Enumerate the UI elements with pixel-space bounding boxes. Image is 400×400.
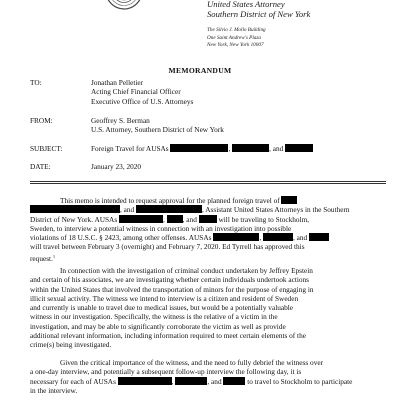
from-title: U.S. Attorney, Southern District of New York: [91, 125, 224, 135]
redaction-box: [30, 205, 120, 213]
to-name: Jonathan Pelletier: [91, 78, 144, 87]
header-divider: [30, 181, 386, 184]
p1-line-1: [30, 196, 392, 205]
office-line-1: United States Attorney: [207, 0, 285, 9]
p1-line-3: [30, 215, 392, 224]
letterhead-office: [207, 0, 310, 19]
redaction-box: [213, 233, 262, 243]
subject-text: Foreign Travel for AUSAs: [91, 144, 169, 153]
p1-text: District of New York. AUSAs: [30, 214, 118, 224]
p1-text: This memo is intended to request approval for the planned foreign travel of: [60, 196, 280, 205]
p1-text: violations of 18 U.S.C. § 2423, among other offenses. AUSAs: [30, 233, 212, 243]
redaction-box: [167, 215, 183, 223]
subject-comma: ,: [228, 144, 231, 153]
to-label: TO:: [30, 78, 42, 87]
p3-text: ,: [171, 376, 174, 386]
address-line-3: New York, New York 10007: [207, 42, 264, 49]
redaction-box: [170, 144, 231, 153]
p1-text: ,: [163, 214, 165, 224]
p2-line-4: illicit sexual activity. The witness we intend to interview is a citizen and resident of Sweden: [30, 293, 299, 303]
redaction-box: [118, 377, 172, 385]
p3-line-3: [30, 377, 392, 386]
redaction-box: [281, 196, 297, 204]
from-block: [91, 116, 224, 135]
paragraph-3: [30, 358, 392, 395]
p3-line-4: in the interview.: [30, 385, 78, 395]
letterhead-address: [207, 27, 266, 50]
p1-line-7: [30, 252, 392, 261]
p1-text: request.: [30, 253, 53, 263]
p2-line-7: investigation, and may be able to significantly corroborate the victim as well as provide: [30, 321, 286, 331]
to-block: [91, 78, 193, 106]
address-line-1: The Silvio J. Mollo Building: [207, 27, 266, 33]
from-label: FROM:: [30, 116, 53, 125]
p1-text: , Assistant United States Attorneys in the Southern: [202, 205, 350, 215]
memo-title: MEMORANDUM: [168, 66, 232, 75]
p1-line-5: [30, 233, 392, 242]
redaction-box: [136, 205, 202, 213]
p3-line-1: Given the critical importance of the witness, and the need to fully debrief the witness over: [60, 358, 324, 367]
p2-line-5: and currently is unable to travel due to medical issues, but would be a potentially valuable: [30, 303, 294, 313]
p1-line-2: [30, 205, 392, 214]
redaction-box: [263, 233, 293, 241]
redaction-box: [309, 233, 329, 241]
p2-line-9: crime(s) being investigated.: [30, 340, 112, 350]
office-line-2: Southern District of New York: [207, 8, 311, 19]
subject-label: SUBJECT:: [30, 144, 63, 153]
paragraph-2: [30, 266, 392, 350]
to-office: Executive Office of U.S. Attorneys: [91, 96, 194, 106]
redaction-box: [199, 215, 217, 223]
p1-text: will be traveling to Stockholm,: [218, 214, 310, 224]
date-label: DATE:: [30, 162, 51, 171]
p3-text: to travel to Stockholm to participate: [247, 376, 353, 386]
doj-seal-icon: [104, 0, 144, 10]
to-title: Acting Chief Financial Officer: [91, 87, 181, 97]
address-line-2: One Saint Andrew's Plaza: [207, 34, 261, 41]
p2-line-1: In connection with the investigation of criminal conduct undertaken by Jeffrey Epstein: [60, 266, 313, 275]
p1-line-6: will travel between February 3 (overnight) and February 7, 2020. Ed Tyrrell has approved this: [30, 242, 305, 252]
p2-line-8: additional relevant information, including information required to meet certain elements of the: [30, 331, 306, 341]
paragraph-1: [30, 196, 392, 261]
p1-text: ,: [259, 233, 262, 243]
p2-line-6: witness in our investigation. Specifically, the witness is the relative of a victim in the: [30, 312, 278, 322]
redaction-box: [175, 377, 207, 385]
footnote-ref: 1: [52, 253, 56, 259]
redaction-box: [223, 377, 245, 385]
subject-line: [91, 144, 313, 153]
redaction-box: [285, 144, 313, 152]
subject-and: , and: [269, 144, 284, 153]
p3-text: , and: [207, 376, 222, 386]
p1-text: , and: [292, 233, 308, 243]
redaction-box: [232, 144, 269, 152]
p1-text: , and: [182, 214, 197, 224]
redaction-box: [119, 215, 163, 223]
from-name: Geoffrey S. Berman: [91, 116, 150, 125]
p2-line-3: within the United States that involved the transportation of minors for the purpose of engaging in: [30, 284, 314, 294]
date-value: January 23, 2020: [91, 162, 142, 171]
p3-text: necessary for each of AUSAs: [30, 376, 116, 386]
p2-line-2: and certain of his associates, we are investigating whether certain individuals undertook actions: [30, 275, 310, 285]
p1-line-4: Sweden, to interview a potential witness in connection with an investigation into possible: [30, 223, 292, 233]
p3-line-2: a one-day interview, and potentially a subsequent follow-up interview the following day, it is: [30, 367, 302, 377]
p1-text: , and: [120, 205, 135, 215]
